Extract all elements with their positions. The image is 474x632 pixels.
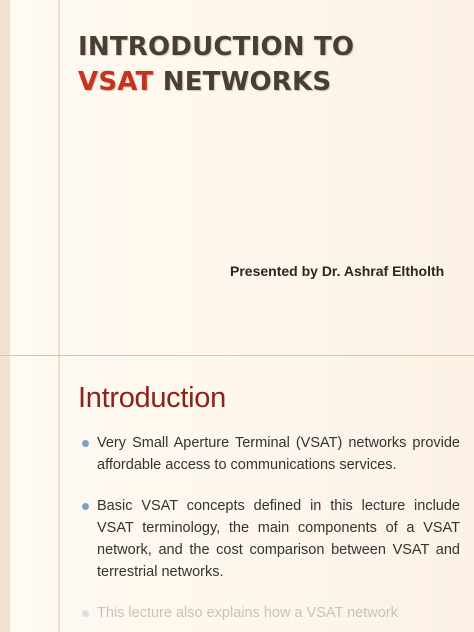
slide-heading: Introduction bbox=[78, 382, 226, 414]
bullet-dot-icon bbox=[82, 503, 89, 510]
slide-decoration-strip bbox=[0, 356, 10, 632]
bullet-item bbox=[82, 432, 460, 476]
title-accent-word: VSAT bbox=[78, 67, 154, 97]
title-line-2-rest: NETWORKS bbox=[153, 67, 332, 97]
content-slide bbox=[0, 356, 474, 632]
presenter-credit: Presented by Dr. Ashraf Eltholth bbox=[230, 263, 445, 279]
slide-title bbox=[78, 30, 468, 100]
bullet-item bbox=[82, 495, 460, 583]
bullet-dot-icon bbox=[82, 440, 89, 447]
title-line-1: INTRODUCTION TO bbox=[78, 32, 355, 62]
bullet-list bbox=[82, 432, 460, 632]
slide-decoration-line bbox=[58, 356, 60, 632]
bullet-text: Basic VSAT concepts defined in this lecture include VSAT terminology, the main components of a VSAT network, and the cost comparison between VSAT and terrestrial networks. bbox=[97, 498, 460, 580]
bullet-item bbox=[82, 602, 460, 624]
bullet-text: This lecture also explains how a VSAT network bbox=[97, 605, 398, 621]
bullet-dot-icon bbox=[82, 610, 89, 617]
slide-decoration-line bbox=[58, 0, 60, 355]
bullet-text: Very Small Aperture Terminal (VSAT) networks provide affordable access to communications services. bbox=[97, 435, 460, 473]
title-line-2 bbox=[78, 65, 468, 100]
slide-decoration-strip bbox=[0, 0, 10, 355]
